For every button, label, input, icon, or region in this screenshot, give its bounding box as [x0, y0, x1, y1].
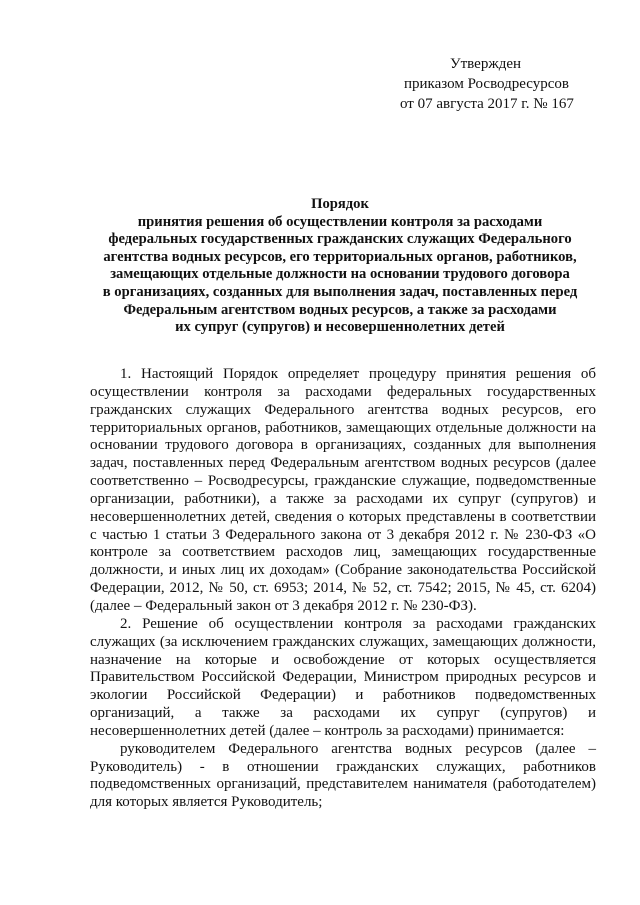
paragraph-3: руководителем Федерального агентства водных ресурсов (далее – Руководитель) - в отношении гражданских служащих, работников подведомственных организаций, представителем нанимателя (работодателем) для которых является Руководитель; — [90, 740, 596, 811]
approval-line-date: от 07 августа 2017 г. № 167 — [400, 96, 574, 112]
title-line: Федеральным агентством водных ресурсов, а также за расходами — [123, 301, 557, 318]
title-line: замещающих отдельные должности на основании трудового договора — [110, 266, 570, 283]
paragraph-2: 2. Решение об осуществлении контроля за расходами гражданских служащих (за исключением гражданских служащих, замещающих должности, назначение на которые и освобождение от которых осуществляется Правительством Российской Федерации, Министром природных ресурсов и экологии Российской Федерации) и работников подведомственных организаций, а также за расходами их супруг (супругов) и несовершеннолетних детей (далее – контроль за расходами) принимается: — [90, 615, 596, 739]
approval-line-order: приказом Росводресурсов — [404, 76, 569, 92]
title-line: принятия решения об осуществлении контроля за расходами — [137, 213, 543, 230]
document-title — [88, 196, 592, 337]
approval-line-approved: Утвержден — [450, 56, 522, 72]
title-line: в организациях, созданных для выполнения задач, поставленных перед — [102, 283, 578, 300]
title-line: их супруг (супругов) и несовершеннолетних детей — [175, 319, 505, 336]
title-line: федеральных государственных гражданских служащих Федерального — [108, 231, 572, 248]
paragraph-1: 1. Настоящий Порядок определяет процедуру принятия решения об осуществлении контроля за расходами федеральных государственных гражданских служащих Федерального агентства водных ресурсов, его территориальных органов, работников, замещающих отдельные должности на основании трудового договора в организациях, созданных для выполнения задач, поставленных перед Федеральным агентством водных ресурсов (далее соответственно – Росводресурсы, гражданские служащие, подведомственные организации, работники), а также за расходами их супруг (супругов) и несовершеннолетних детей, сведения о которых представлены в соответствии с частью 1 статьи 3 Федерального закона от 3 декабря 2012 г. № 230-ФЗ «О контроле за соответствием расходов лиц, замещающих государственные должности, и иных лиц их доходам» (Собрание законодательства Российской Федерации, 2012, № 50, ст. 6953; 2014, № 52, ст. 7542; 2015, № 45, ст. 6204) (далее – Федеральный закон от 3 декабря 2012 г. № 230-ФЗ). — [90, 366, 596, 614]
title-line: агентства водных ресурсов, его территориальных органов, работников, — [103, 248, 577, 265]
title-heading: Порядок — [311, 196, 369, 212]
approval-stamp — [400, 54, 630, 114]
document-body — [90, 366, 596, 812]
